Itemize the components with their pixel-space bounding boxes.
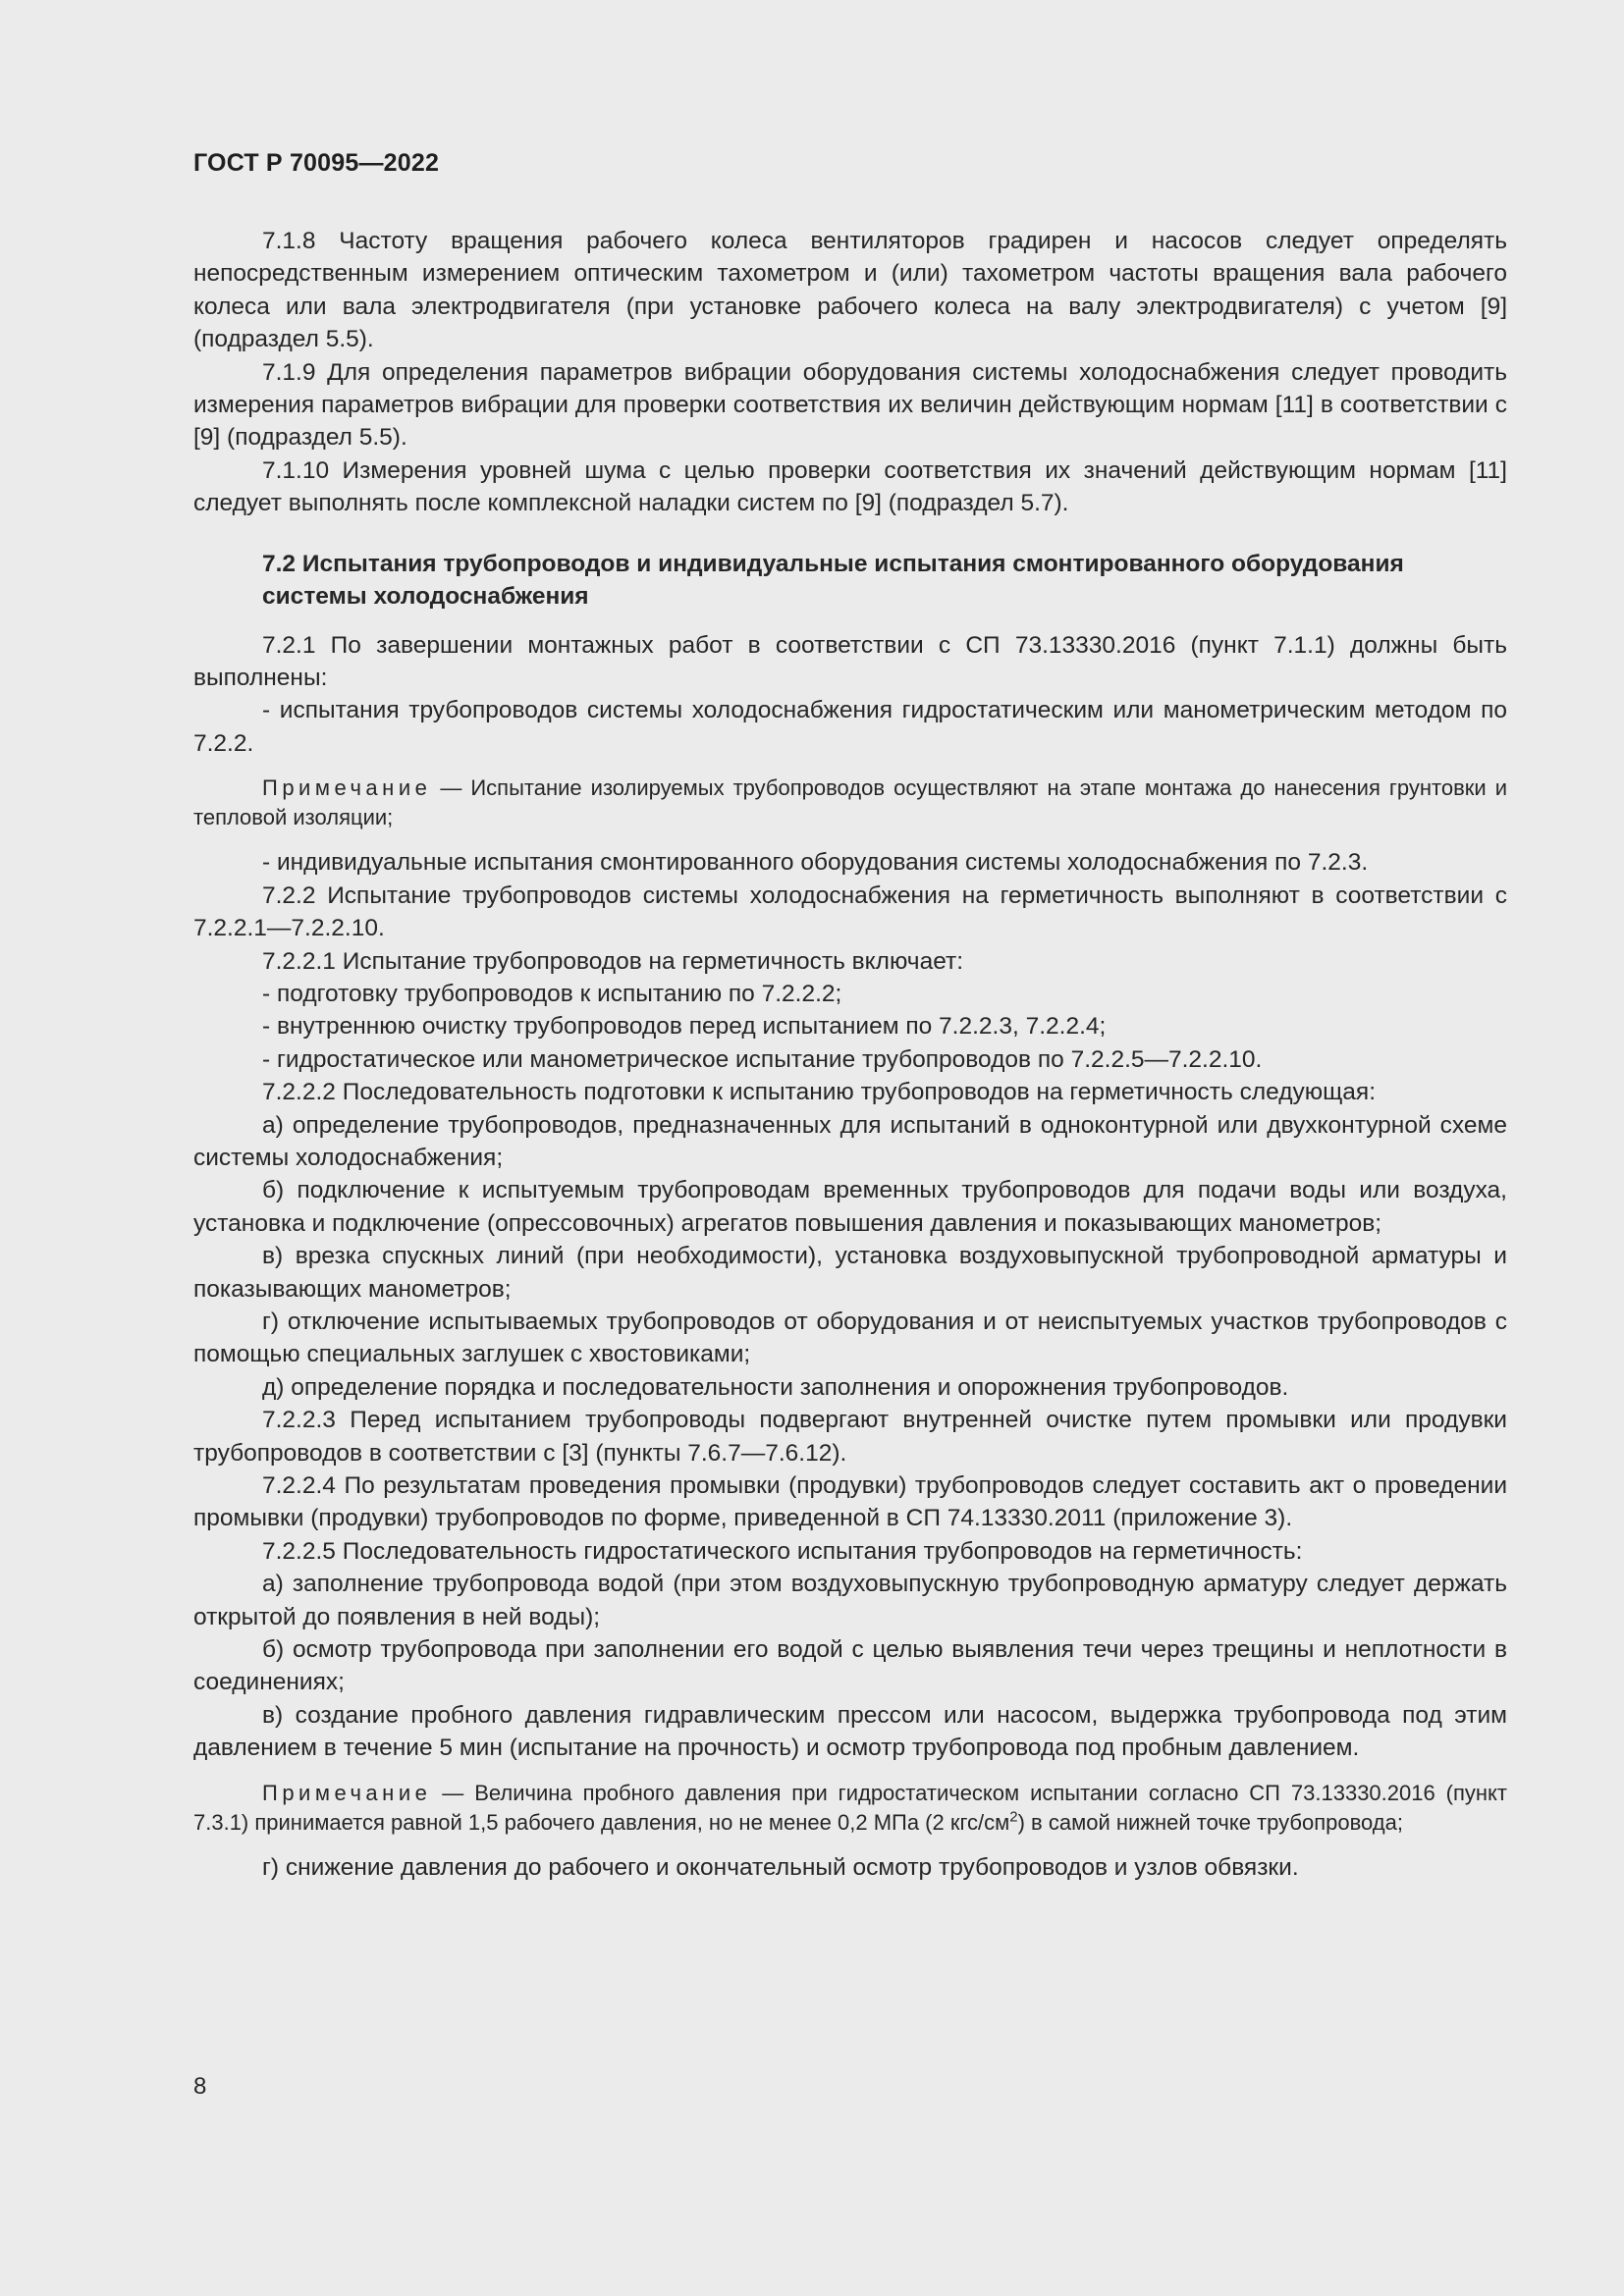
section-heading-7-2: 7.2 Испытания трубопроводов и индивидуальные испытания смонтированного оборудования системы холодоснабжения bbox=[262, 550, 1404, 610]
list-item: а) заполнение трубопровода водой (при этом воздуховыпускную трубопроводную арматуру следует держать открытой до появления в ней воды); bbox=[193, 1571, 1507, 1630]
list-item: - гидростатическое или манометрическое испытание трубопроводов по 7.2.2.5—7.2.2.10. bbox=[262, 1045, 1263, 1073]
paragraph-7-1-8: 7.1.8 Частоту вращения рабочего колеса вентиляторов градирен и насосов следует определять непосредственным измерением оптическим тахометром и (или) тахометром частоты вращения вала рабочего колеса или вала электродвигателя (при установке рабочего колеса на валу электродвигателя) с учетом [9] (подраздел 5.5). bbox=[193, 228, 1507, 353]
list-item: в) врезка спускных линий (при необходимости), установка воздуховыпускной трубопроводной арматуры и показывающих манометров; bbox=[193, 1243, 1507, 1303]
paragraph-7-1-10: 7.1.10 Измерения уровней шума с целью проверки соответствия их значений действующим нормам [11] следует выполнять после комплексной наладки систем по [9] (подраздел 5.7). bbox=[193, 456, 1507, 517]
paragraph-7-2-2-3: 7.2.2.3 Перед испытанием трубопроводы подвергают внутренней очистке путем промывки или продувки трубопроводов в соответствии с [3] (пункты 7.6.7—7.6.12). bbox=[193, 1407, 1507, 1467]
list-item: б) осмотр трубопровода при заполнении его водой с целью выявления течи через трещины и неплотности в соединениях; bbox=[193, 1636, 1507, 1696]
list-item: в) создание пробного давления гидравлическим прессом или насосом, выдержка трубопровода под этим давлением в течение 5 мин (испытание на прочность) и осмотр трубопровода под пробным давлением. bbox=[193, 1701, 1507, 1762]
list-item: г) снижение давления до рабочего и окончательный осмотр трубопроводов и узлов обвязки. bbox=[262, 1853, 1299, 1881]
list-item: - индивидуальные испытания смонтированного оборудования системы холодоснабжения по 7.2.3. bbox=[262, 849, 1369, 877]
list-item: а) определение трубопроводов, предназначенных для испытаний в одноконтурной или двухконтурной схеме системы холодоснабжения; bbox=[193, 1111, 1507, 1171]
paragraph-7-2-1: 7.2.1 По завершении монтажных работ в соответствии с СП 73.13330.2016 (пункт 7.1.1) должны быть выполнены: bbox=[193, 631, 1507, 692]
superscript: 2 bbox=[1009, 1808, 1018, 1826]
list-item: г) отключение испытываемых трубопроводов от оборудования и от неиспытуемых участков трубопроводов с помощью специальных заглушек с хвостовиками; bbox=[193, 1308, 1507, 1368]
note-label: Примечание bbox=[262, 1780, 432, 1805]
note-text: ) в самой нижней точке трубопровода; bbox=[1017, 1809, 1403, 1835]
paragraph-7-2-2-2: 7.2.2.2 Последовательность подготовки к испытанию трубопроводов на герметичность следующая: bbox=[262, 1079, 1376, 1106]
list-item: - внутреннюю очистку трубопроводов перед испытанием по 7.2.2.3, 7.2.2.4; bbox=[262, 1013, 1107, 1041]
document-body bbox=[193, 225, 1507, 1884]
note-block bbox=[193, 774, 1507, 832]
paragraph-7-2-2-1: 7.2.2.1 Испытание трубопроводов на герметичность включает: bbox=[262, 947, 964, 975]
note-text: — Испытание изолируемых трубопроводов осуществляют на этапе монтажа до нанесения грунтовки и тепловой изоляции; bbox=[193, 775, 1507, 830]
note-text: — Величина пробного давления при гидростатическом испытании согласно СП 73.13330.2016 (пункт 7.3.1) принимается равной 1,5 рабочего давления, но не менее 0,2 МПа (2 кгс/см bbox=[193, 1780, 1507, 1835]
paragraph-7-1-9: 7.1.9 Для определения параметров вибрации оборудования системы холодоснабжения следует проводить измерения параметров вибрации для проверки соответствия их величин действующим нормам [11] в соответствии с [9] (подраздел 5.5). bbox=[193, 358, 1507, 452]
list-item: д) определение порядка и последовательности заполнения и опорожнения трубопроводов. bbox=[262, 1373, 1289, 1401]
document-header: ГОСТ Р 70095—2022 bbox=[193, 149, 440, 177]
list-item: - испытания трубопроводов системы холодоснабжения гидростатическим или манометрическим методом по 7.2.2. bbox=[193, 697, 1507, 757]
note-block bbox=[193, 1779, 1507, 1838]
paragraph-7-2-2-4: 7.2.2.4 По результатам проведения промывки (продувки) трубопроводов следует составить акт о проведении промывки (продувки) трубопроводов по форме, приведенной в СП 74.13330.2011 (приложение 3). bbox=[193, 1472, 1507, 1532]
list-item: б) подключение к испытуемым трубопроводам временных трубопроводов для подачи воды или воздуха, установка и подключение (опрессовочных) агрегатов повышения давления и показывающих манометров; bbox=[193, 1177, 1507, 1237]
page-number: 8 bbox=[193, 2073, 207, 2100]
paragraph-7-2-2: 7.2.2 Испытание трубопроводов системы холодоснабжения на герметичность выполняют в соответствии с 7.2.2.1—7.2.2.10. bbox=[193, 881, 1507, 942]
paragraph-7-2-2-5: 7.2.2.5 Последовательность гидростатического испытания трубопроводов на герметичность: bbox=[262, 1537, 1303, 1565]
note-label: Примечание bbox=[262, 775, 432, 801]
list-item: - подготовку трубопроводов к испытанию по 7.2.2.2; bbox=[262, 980, 842, 1007]
